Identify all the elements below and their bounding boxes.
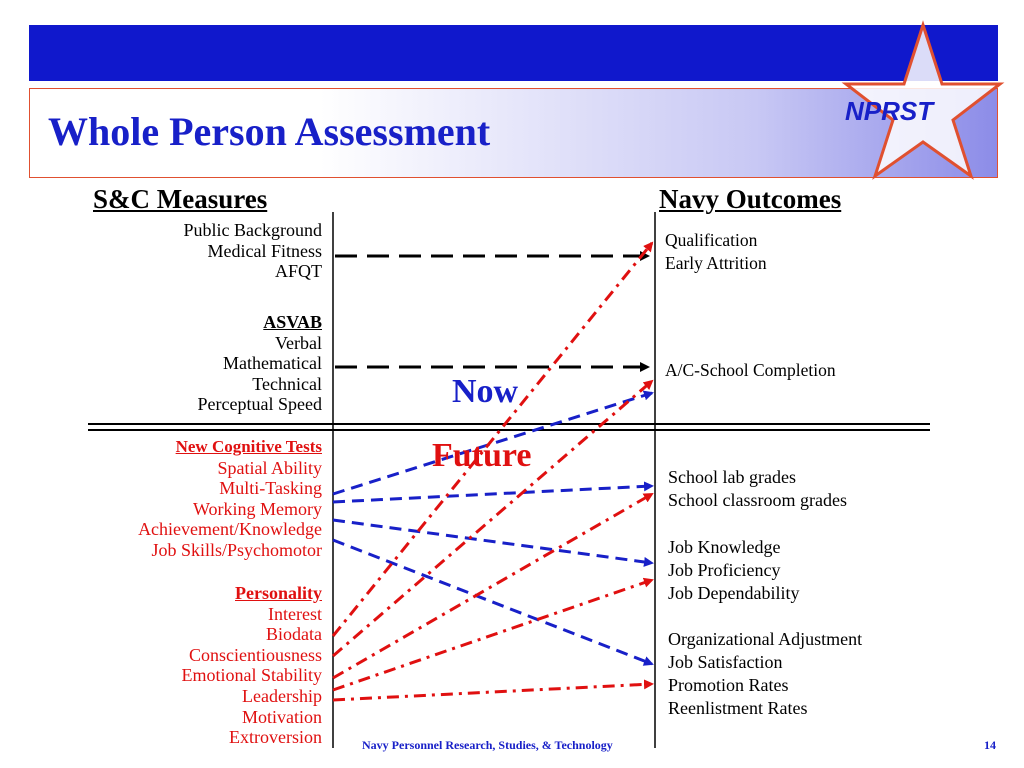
footer-organization: Navy Personnel Research, Studies, & Technology	[362, 738, 613, 752]
outcome-item: Job Dependability	[668, 583, 800, 603]
link-cognitive-job-satisfaction	[333, 540, 652, 664]
outcome-item: Job Knowledge	[668, 537, 781, 557]
link-personality-job-dependability	[333, 580, 652, 690]
cognitive-heading: New Cognitive Tests	[175, 437, 322, 456]
measure-item: Mathematical	[223, 353, 322, 374]
measure-item: Conscientiousness	[189, 644, 322, 665]
future-label: Future	[432, 437, 532, 474]
outcome-item: Organizational Adjustment	[668, 629, 863, 649]
link-cognitive-school-grades	[333, 486, 652, 502]
measure-item: Verbal	[275, 332, 322, 353]
measure-item: Motivation	[242, 706, 322, 727]
measure-item: Perceptual Speed	[197, 394, 322, 415]
measure-item: Multi-Tasking	[219, 478, 322, 499]
outcome-item: Reenlistment Rates	[668, 698, 808, 718]
right-column-heading: Navy Outcomes	[659, 184, 842, 214]
asvab-heading: ASVAB	[263, 312, 322, 332]
slide-title: Whole Person Assessment	[48, 109, 491, 154]
measure-item: Public Background	[183, 220, 322, 240]
measure-item: Medical Fitness	[207, 240, 322, 261]
outcome-item: School lab grades	[668, 467, 796, 487]
now-label: Now	[452, 373, 519, 410]
measure-item: AFQT	[274, 261, 322, 282]
measure-item: Achievement/Knowledge	[138, 519, 322, 540]
measure-item: Leadership	[242, 685, 322, 706]
measure-item: Spatial Ability	[217, 457, 322, 478]
logo-text: NPRST	[845, 96, 934, 126]
outcome-item: Early Attrition	[665, 253, 767, 273]
page-number: 14	[984, 738, 996, 752]
link-personality-school-grades	[333, 494, 652, 678]
outcome-item: Job Satisfaction	[668, 652, 783, 672]
outcome-item: Promotion Rates	[668, 675, 789, 695]
link-cognitive-job-knowledge	[333, 520, 652, 563]
measure-item: Working Memory	[192, 498, 322, 519]
outcome-item: Qualification	[665, 230, 758, 250]
left-column-heading: S&C Measures	[93, 184, 268, 214]
link-personality-promotion	[333, 684, 652, 700]
measure-item: Job Skills/Psychomotor	[151, 539, 322, 560]
measure-item: Interest	[268, 603, 322, 624]
outcome-item: School classroom grades	[668, 490, 847, 510]
measure-item: Emotional Stability	[181, 665, 322, 686]
measure-item: Extroversion	[229, 727, 322, 748]
measure-item: Technical	[252, 373, 322, 394]
outcome-item: A/C-School Completion	[665, 360, 836, 380]
link-personality-school-completion	[333, 381, 652, 656]
measure-item: Biodata	[266, 624, 322, 645]
personality-heading: Personality	[235, 583, 322, 603]
outcome-item: Job Proficiency	[668, 560, 781, 580]
